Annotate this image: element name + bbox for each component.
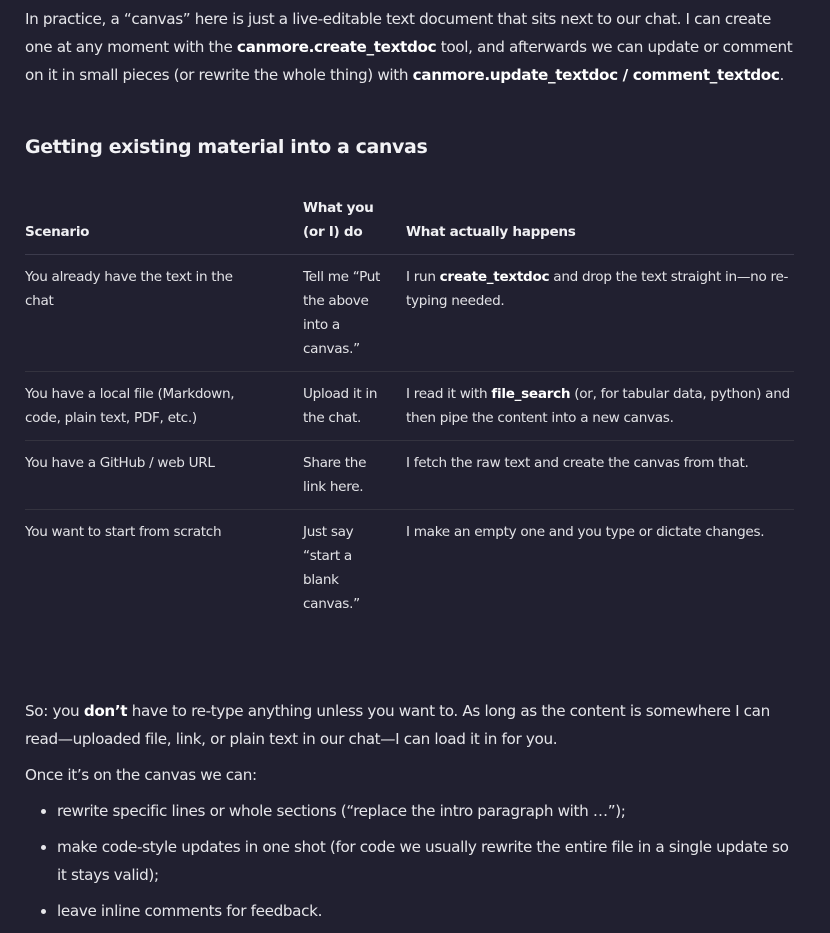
table-row xyxy=(25,510,794,627)
section-heading: Getting existing material into a canvas xyxy=(25,136,428,158)
cell-result: I read it with file_search (or, for tabular data, python) and then pipe the content into a new canvas. xyxy=(406,372,794,441)
cell-scenario: You want to start from scratch xyxy=(25,524,222,540)
table-row xyxy=(25,372,794,441)
scenario-table xyxy=(25,196,794,626)
cell-action: Just say “start a blank canvas.” xyxy=(303,524,360,612)
cell-scenario: You have a local file (Markdown, code, plain text, PDF, etc.) xyxy=(25,386,235,426)
header-result: What actually happens xyxy=(406,196,794,255)
tool-name-update: canmore.update_textdoc / comment_textdoc xyxy=(412,66,780,84)
cell-action: Upload it in the chat. xyxy=(303,386,378,426)
cell-result: I run create_textdoc and drop the text straight in—no re-typing needed. xyxy=(406,255,794,372)
capabilities-list xyxy=(25,797,797,933)
list-intro: Once it’s on the canvas we can: xyxy=(25,766,257,784)
list-item: • make code-style updates in one shot (for code we usually rewrite the entire file in a single update so it stays valid); xyxy=(57,833,797,889)
cell-action: Share the link here. xyxy=(303,455,367,495)
cell-action: Tell me “Put the above into a canvas.” xyxy=(303,269,381,357)
cell-result: I make an empty one and you type or dictate changes. xyxy=(406,524,765,540)
table-row xyxy=(25,255,794,372)
list-item: • leave inline comments for feedback. xyxy=(57,897,797,925)
header-scenario: Scenario xyxy=(25,196,303,255)
summary-paragraph: So: you don’t have to re-type anything unless you want to. As long as the content is somewhere I can read—uploaded file, link, or plain text in our chat—I can load it in for you. xyxy=(25,702,770,748)
cell-scenario: You already have the text in the chat xyxy=(25,269,233,309)
intro-paragraph: In practice, a “canvas” here is just a live-editable text document that sits next to our chat. I can create one at any moment with the canmore.create_textdoc tool, and afterwards we can update or comment on it in small pieces (or rewrite the whole thing) with canmore.update_textdoc / comment_textdoc. xyxy=(25,10,793,84)
header-action: What you (or I) do xyxy=(303,196,406,255)
table-row xyxy=(25,441,794,510)
list-item: • rewrite specific lines or whole sections (“replace the intro paragraph with …”); xyxy=(57,797,797,825)
cell-result: I fetch the raw text and create the canvas from that. xyxy=(406,441,794,510)
tool-name-create: canmore.create_textdoc xyxy=(236,38,437,56)
table-header-row xyxy=(25,196,794,255)
cell-scenario: You have a GitHub / web URL xyxy=(25,455,215,471)
